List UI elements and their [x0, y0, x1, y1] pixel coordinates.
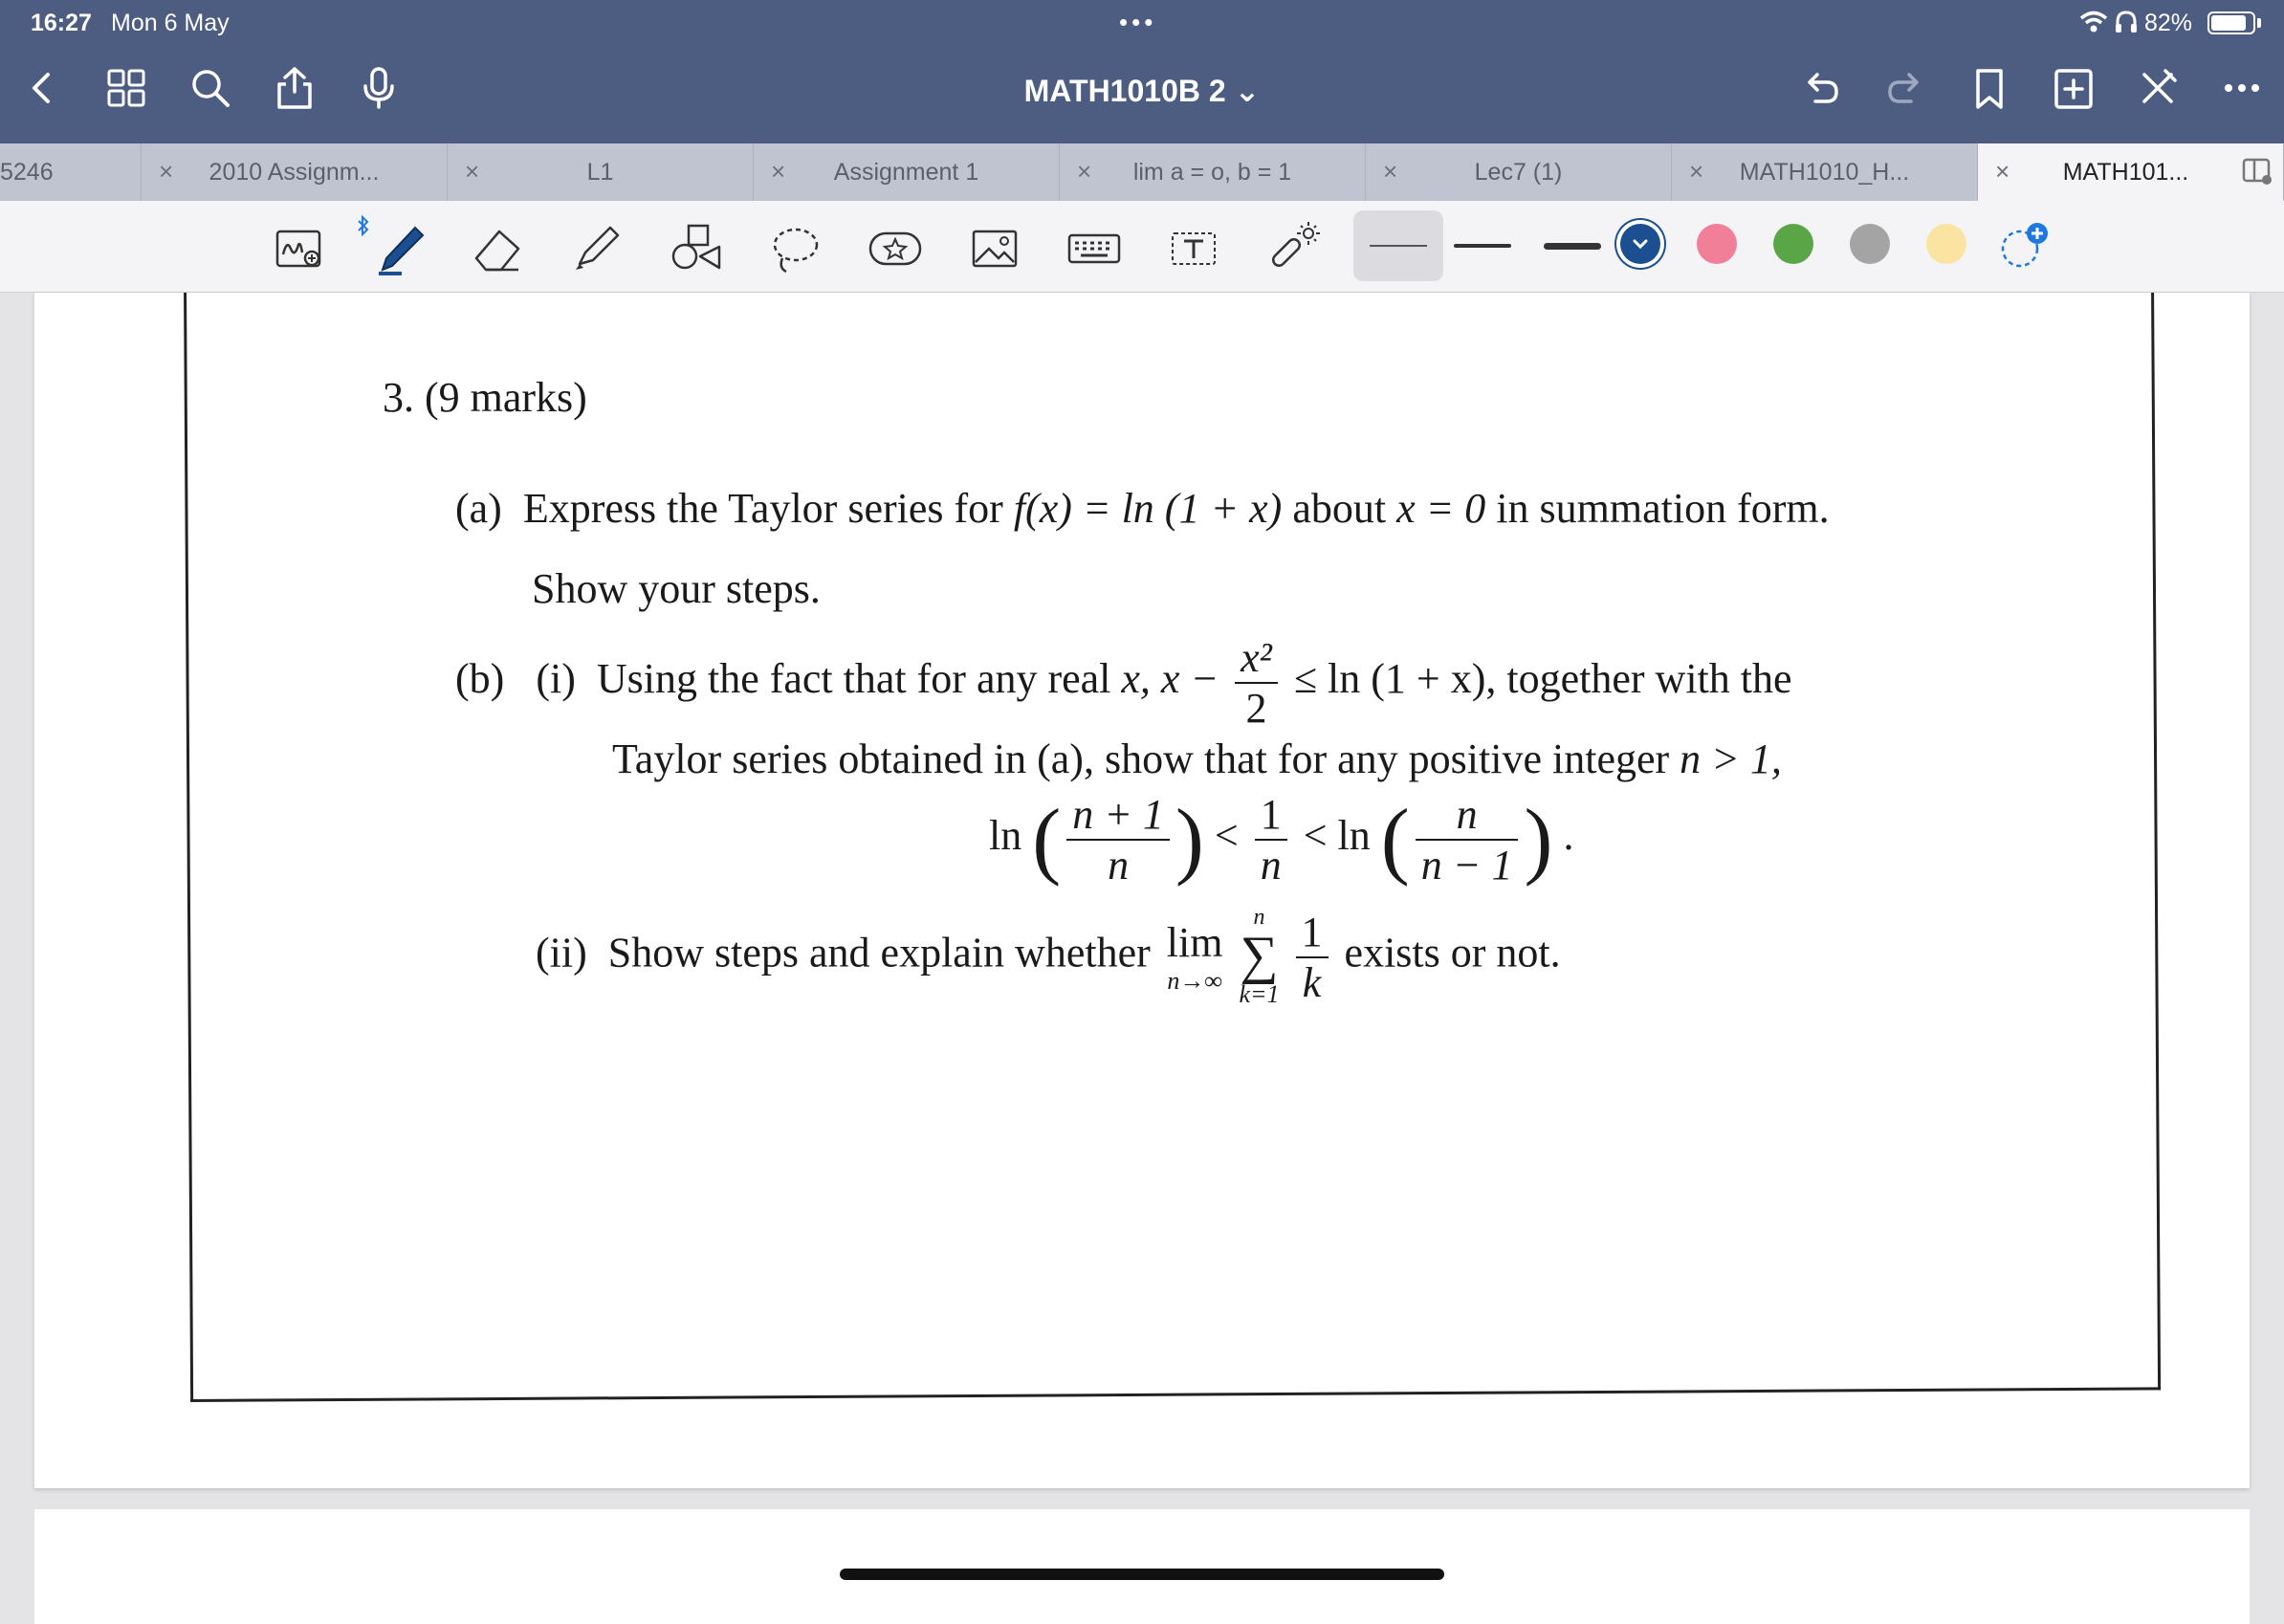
- shapes-tool-icon[interactable]: [668, 220, 725, 277]
- tab-math1010-h[interactable]: × MATH1010_H...: [1672, 143, 1978, 201]
- tab-5246[interactable]: 5246: [0, 143, 142, 201]
- home-indicator[interactable]: [840, 1569, 1444, 1580]
- status-time: 16:27: [31, 10, 92, 36]
- stroke-thin-icon[interactable]: [1370, 245, 1427, 247]
- image-tool-icon[interactable]: [966, 220, 1023, 277]
- stroke-thick-icon[interactable]: [1544, 243, 1601, 250]
- part-a-line1: (a) Express the Taylor series for f(x) = ln (1 + x) about x = 0 in summation form.: [455, 485, 1830, 532]
- text-box-tool-icon[interactable]: [1165, 220, 1222, 277]
- wifi-icon: [2079, 10, 2108, 39]
- split-view-icon[interactable]: [2241, 155, 2273, 194]
- part-b-ii-line: (ii) Show steps and explain whether lim n→∞ n ∑ k=1 $\frac{1}{k}$ exists or not.: [536, 905, 1561, 1008]
- color-swatch-yellow[interactable]: [1926, 224, 1966, 264]
- handwriting-convert-icon[interactable]: [272, 220, 329, 277]
- tab-lec7[interactable]: × Lec7 (1): [1366, 143, 1672, 201]
- add-page-icon[interactable]: [2051, 65, 2097, 111]
- more-icon[interactable]: [2219, 65, 2265, 111]
- redo-icon[interactable]: [1882, 65, 1928, 111]
- part-a-line2: Show your steps.: [532, 565, 821, 612]
- bluetooth-icon: [356, 214, 371, 242]
- color-swatch-blue-selected[interactable]: [1620, 224, 1660, 264]
- keyboard-tool-icon[interactable]: [1065, 220, 1123, 277]
- battery-icon: [2207, 11, 2255, 34]
- sticker-tool-icon[interactable]: [867, 220, 924, 277]
- tab-lim[interactable]: × lim a = o, b = 1: [1060, 143, 1366, 201]
- document-page[interactable]: [34, 293, 2250, 1488]
- highlighter-tool-icon[interactable]: [568, 220, 626, 277]
- battery-percent: 82%: [2144, 10, 2193, 36]
- color-swatch-pink[interactable]: [1697, 224, 1737, 264]
- stroke-medium-icon[interactable]: [1454, 244, 1511, 248]
- tab-close-icon[interactable]: ×: [465, 157, 480, 186]
- laser-pointer-tool-icon[interactable]: [1264, 220, 1322, 277]
- lasso-tool-icon[interactable]: [767, 220, 824, 277]
- tab-l1[interactable]: × L1: [448, 143, 754, 201]
- next-page[interactable]: [34, 1509, 2250, 1624]
- multitask-dots[interactable]: •••: [1119, 8, 1157, 36]
- bookmark-icon[interactable]: [1966, 65, 2012, 111]
- tab-close-icon[interactable]: ×: [771, 157, 786, 186]
- tab-assignment-1[interactable]: × Assignment 1: [754, 143, 1060, 201]
- headphones-icon: [2114, 10, 2139, 39]
- tab-close-icon[interactable]: ×: [1689, 157, 1704, 186]
- part-b-i-line1: (b) (i) Using the fact that for any real x, x − $\frac{\text{x²}}{2}$ ≤ ln (1 + x), together with the: [455, 634, 1792, 732]
- eraser-tool-icon[interactable]: [469, 220, 526, 277]
- tab-close-icon[interactable]: ×: [159, 157, 174, 186]
- tab-math101-active[interactable]: × MATH101...: [1978, 143, 2284, 201]
- color-swatch-green[interactable]: [1773, 224, 1813, 264]
- tab-bar: [0, 143, 2284, 201]
- tab-close-icon[interactable]: ×: [1383, 157, 1398, 186]
- pen-off-icon[interactable]: [2135, 65, 2181, 111]
- inequality-display: ln ( $\frac{n + 1}{n}$ ) < $\frac{1}{n}$ < ln ( $\frac{n}{n - 1}$ ) .: [989, 791, 1574, 889]
- document-title[interactable]: MATH1010B 2 ⌄: [1023, 74, 1261, 108]
- tab-close-icon[interactable]: ×: [1077, 157, 1092, 186]
- add-color-icon[interactable]: [1999, 220, 2051, 276]
- status-date: Mon 6 May: [111, 10, 230, 36]
- undo-icon[interactable]: [1798, 65, 1844, 111]
- tab-2010-assignment[interactable]: × 2010 Assignm...: [142, 143, 448, 201]
- top-bar: [0, 0, 2284, 143]
- pen-tool-icon[interactable]: [373, 220, 430, 277]
- tab-close-icon[interactable]: ×: [1995, 157, 2010, 186]
- part-b-i-line2: Taylor series obtained in (a), show that for any positive integer n > 1,: [612, 735, 1782, 782]
- annotation-toolbar: [0, 201, 2284, 293]
- color-swatch-gray[interactable]: [1850, 224, 1890, 264]
- question-heading: 3. (9 marks): [383, 374, 587, 421]
